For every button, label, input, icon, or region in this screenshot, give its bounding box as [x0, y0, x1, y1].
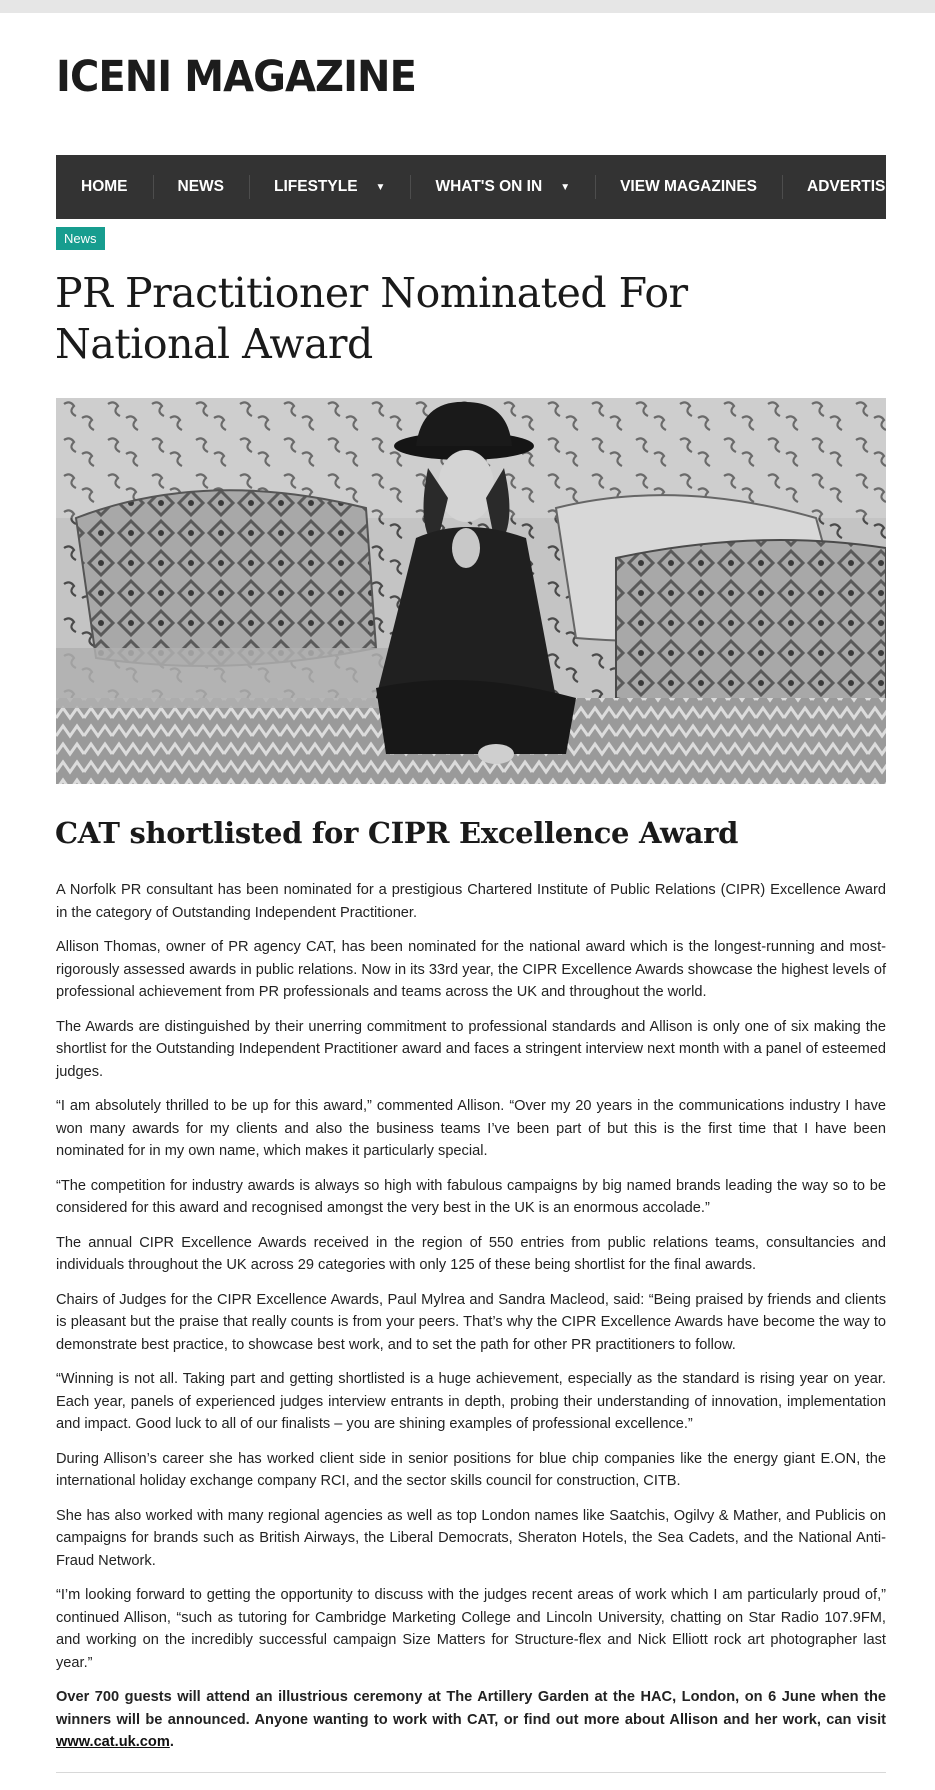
caret-down-icon: ▼ [560, 181, 571, 193]
nav-item-label: ADVERTISING [807, 178, 913, 195]
article-title: PR Practitioner Nominated For National Award [55, 269, 688, 368]
article-paragraph: “Winning is not all. Taking part and getting shortlisted is a huge achievement, especially as the standard is rising year on year. Each year, panels of experienced judges interview entrants in depth, probing their understanding of innovation, implementation and impact. Good luck to all of our finalists – you are shining examples of professional excellence.” [56, 1371, 886, 1432]
article-body [56, 879, 886, 1766]
site-logo[interactable]: ICENI MAGAZINE [56, 52, 416, 102]
closing-end: . [169, 1734, 174, 1750]
hero-photo [56, 398, 886, 784]
nav-item-label: VIEW MAGAZINES [620, 178, 758, 195]
closing-text: Over 700 guests will attend an illustrious ceremony at The Artillery Garden at the HAC, London, on 6 June when the winners will be announced. Anyone wanting to work with CAT, or find out more about Allison and her work, can visit [56, 1689, 886, 1728]
caret-down-icon: ▼ [375, 181, 386, 193]
article-closing-paragraph [56, 1686, 886, 1754]
nav-item-advertising[interactable] [782, 155, 935, 219]
nav-item-label: WHAT'S ON IN [435, 178, 543, 195]
article-paragraph: “The competition for industry awards is always so high with fabulous campaigns by big named brands leading the way so to be considered for this award and recognised amongst the very best in the UK is an enormous accolade.” [56, 1177, 886, 1216]
hero-photo-illustration [56, 398, 886, 784]
article-paragraph: “I am absolutely thrilled to be up for this award,” commented Allison. “Over my 20 years in the communications industry I have won many awards for my clients and also the business teams I’ve been part of but this is the first time that I have been nominated for in my own name, which makes it particularly special. [56, 1098, 886, 1159]
nav-item-news[interactable] [153, 155, 250, 219]
nav-item-home[interactable] [56, 155, 153, 219]
article-paragraph: A Norfolk PR consultant has been nominated for a prestigious Chartered Institute of Public Relations (CIPR) Excellence Award in the category of Outstanding Independent Practitioner. [56, 882, 886, 921]
nav-item-label: NEWS [177, 178, 224, 195]
article-paragraph: “I’m looking forward to getting the opportunity to discuss with the judges recent areas of work which I am particularly proud of,” continued Allison, “such as tutoring for Cambridge Marketing College and Lincoln University, chatting on Star Radio 107.9FM, and working on the incredibly successful campaign Size Matters for Structure-flex and Nick Elliott rock art photographer last year.” [56, 1587, 886, 1671]
category-badge[interactable]: News [56, 227, 105, 250]
article-paragraph: She has also worked with many regional agencies as well as top London names like Saatchis, Ogilvy & Mather, and Publicis on campaigns for brands such as British Airways, the Liberal Democrats, Sheraton Hotels, the Sea Cadets, and the National Anti-Fraud Network. [56, 1507, 886, 1569]
nav-item-label: HOME [81, 178, 128, 195]
article-paragraph: The Awards are distinguished by their unerring commitment to professional standards and Allison is only one of six making the shortlist for the Outstanding Independent Practitioner award and faces a stringent interview next month with a panel of esteemed judges. [56, 1018, 886, 1080]
nav-item-whats-on-in[interactable] [410, 155, 595, 219]
nav-item-lifestyle[interactable] [249, 155, 410, 219]
nav-item-label: LIFESTYLE [274, 178, 358, 195]
browser-top-strip [0, 0, 935, 13]
article-paragraph: During Allison’s career she has worked client side in senior positions for blue chip companies like the energy giant E.ON, the international holiday exchange company RCI, and the sector skills council for construction, CITB. [56, 1450, 886, 1489]
article-subtitle: CAT shortlisted for CIPR Excellence Award [55, 816, 739, 850]
cat-website-link[interactable]: www.cat.uk.com [56, 1734, 170, 1750]
main-navigation [56, 155, 913, 219]
article-paragraph: Chairs of Judges for the CIPR Excellence Awards, Paul Mylrea and Sandra Macleod, said: “Being praised by friends and clients is pleasant but the praise that really counts is from your peers. That’s why the CIPR Excellence Awards have become the way to demonstrate best practice, to showcase best work, and to set the path for other PR practitioners to follow. [56, 1291, 886, 1353]
nav-item-view-magazines[interactable] [595, 155, 782, 219]
divider [56, 1772, 886, 1773]
article-paragraph: Allison Thomas, owner of PR agency CAT, has been nominated for the national award which is the longest-running and most-rigorously assessed awards in public relations. Now in its 33rd year, the CIPR Excellence Awards showcase the highest levels of professional achievement from PR professionals and teams across the UK and throughout the world. [56, 939, 886, 1000]
article-paragraph: The annual CIPR Excellence Awards received in the region of 550 entries from public relations teams, consultancies and individuals throughout the UK across 29 categories with only 125 of these being shortlist for the final awards. [56, 1234, 886, 1273]
